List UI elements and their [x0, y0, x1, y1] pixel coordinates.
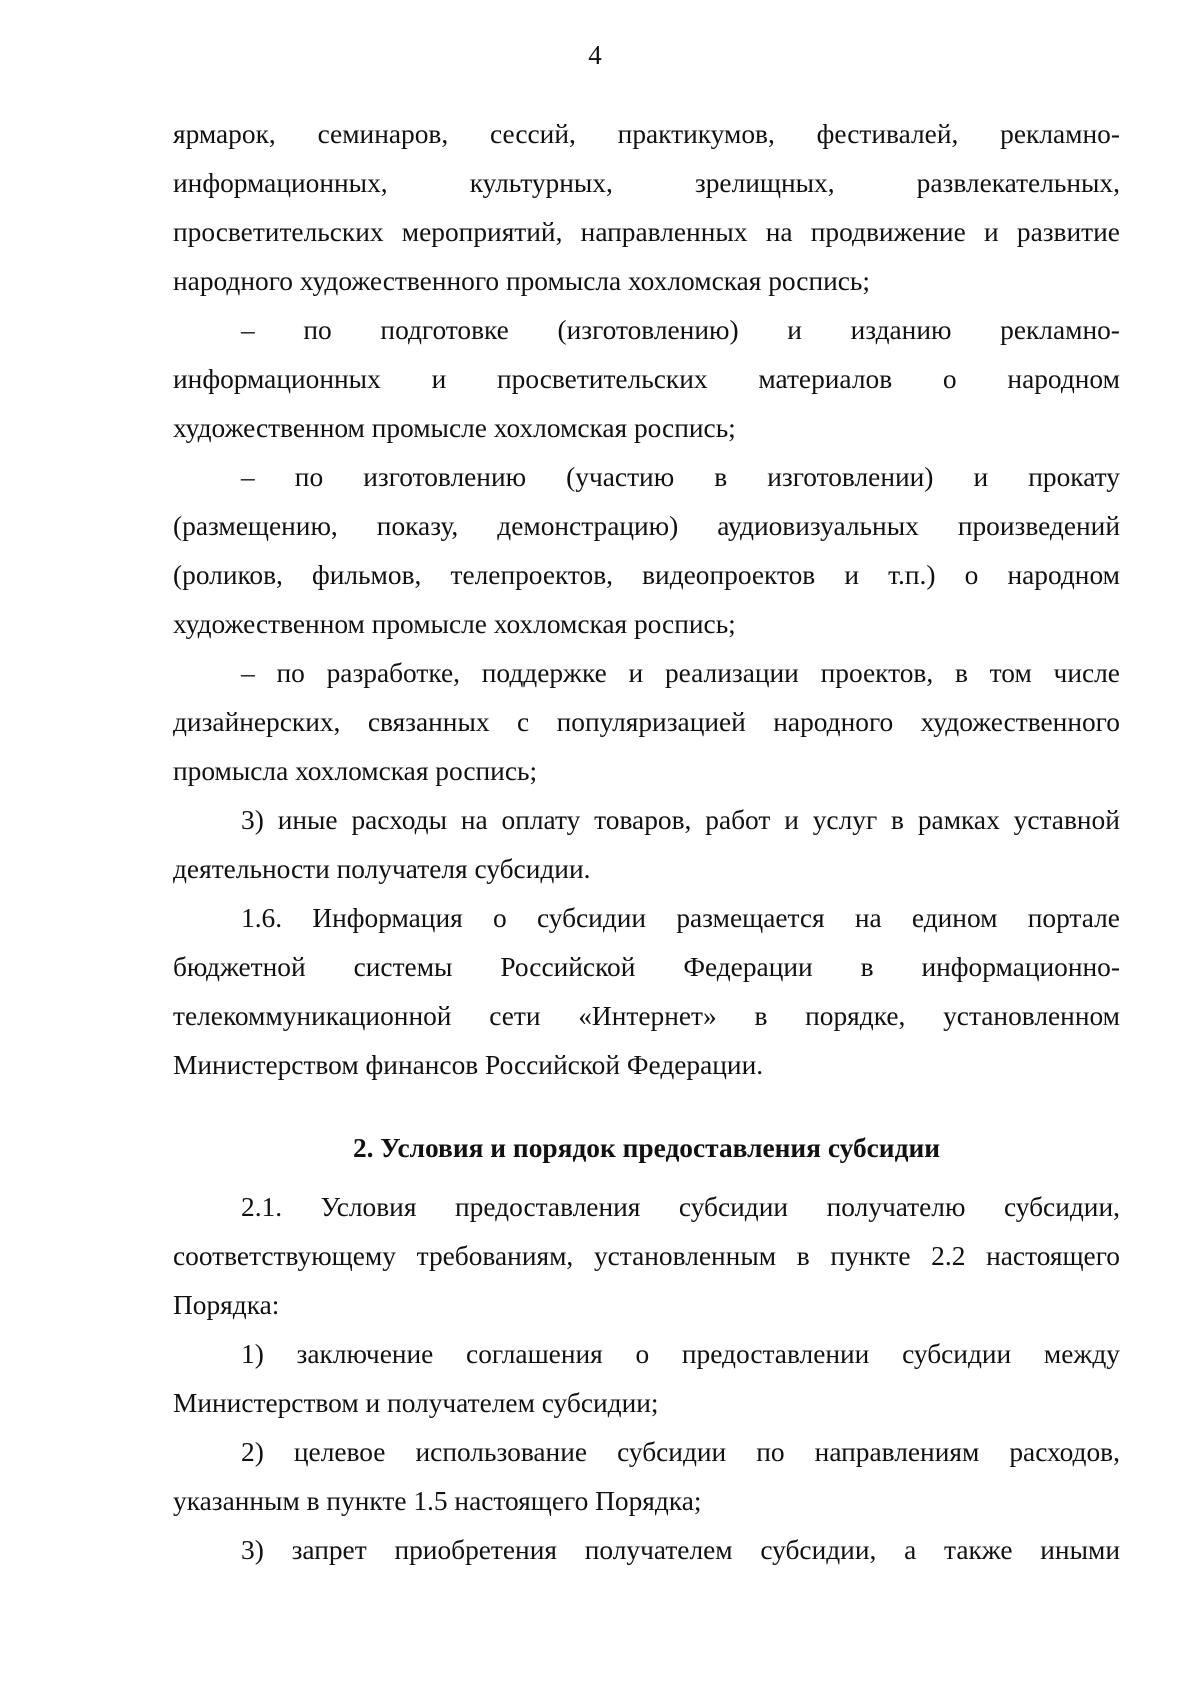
word: и [431, 364, 447, 394]
text-line [173, 649, 1120, 698]
word: между [1043, 1339, 1120, 1369]
word: числе [1053, 658, 1120, 688]
text-line [173, 1428, 1120, 1477]
word: культурных, [469, 168, 613, 198]
word: установленном [943, 1001, 1120, 1031]
text-line [173, 110, 1120, 159]
word: порядке, [805, 1001, 906, 1031]
word: на [765, 217, 793, 247]
word: 2.2 [931, 1241, 966, 1271]
word: по [294, 462, 324, 492]
word: реализации [664, 658, 799, 688]
word: том [989, 658, 1032, 688]
text-line [173, 992, 1120, 1041]
word: 3) [241, 805, 264, 835]
word: аудиовизуальных [717, 511, 919, 541]
word: в [954, 658, 968, 688]
word: (размещению, [173, 511, 338, 541]
word: целевое [293, 1437, 386, 1467]
text-line [173, 159, 1120, 208]
word: субсидии [902, 1339, 1012, 1369]
word: мероприятий, [401, 217, 563, 247]
word: «Интернет» [578, 1001, 717, 1031]
word: о [635, 1339, 650, 1369]
word: на [460, 805, 488, 835]
word: работ [705, 805, 771, 835]
word: народном [1007, 364, 1120, 394]
word: семинаров, [317, 119, 449, 149]
word: – [241, 315, 255, 345]
word: продвижение [810, 217, 966, 247]
word: системы [353, 952, 453, 982]
word: в [754, 1001, 768, 1031]
word: телепроектов, [450, 560, 614, 590]
word: информационных, [173, 168, 388, 198]
text-line [173, 698, 1120, 747]
word: т.п.) [888, 560, 936, 590]
word: (изготовлению) [557, 315, 739, 345]
word: субсидии, [760, 1535, 877, 1565]
word: Федерации [683, 952, 813, 982]
text-line: народного художественного промысла хохломская роспись; [173, 266, 871, 296]
word: по [276, 658, 305, 688]
word: предоставлении [681, 1339, 870, 1369]
word: соглашения [466, 1339, 603, 1369]
word: субсидии [617, 1437, 727, 1467]
word: подготовке [380, 315, 509, 345]
word: проектов, [820, 658, 934, 688]
word: информационно- [921, 952, 1120, 982]
word: Российской [500, 952, 636, 982]
word: установленным [593, 1241, 777, 1271]
word: услуг [812, 805, 878, 835]
word: настоящего [986, 1241, 1120, 1271]
text-line: промысла хохломская роспись; [173, 756, 538, 786]
text-line [173, 1183, 1120, 1232]
word: 3) [241, 1535, 264, 1565]
word: (участию [566, 462, 675, 492]
word: развлекательных, [916, 168, 1120, 198]
word: информационных [173, 364, 381, 394]
word: изданию [850, 315, 952, 345]
word: изготовлению [363, 462, 527, 492]
word: просветительских [497, 364, 708, 394]
word: в [796, 1241, 810, 1271]
word: просветительских [173, 217, 384, 247]
text-line [173, 894, 1120, 943]
text-line [173, 1232, 1120, 1281]
word: дизайнерских, [173, 707, 341, 737]
text-line: указанным в пункте 1.5 настоящего Порядка; [173, 1486, 702, 1516]
word: портале [1027, 903, 1120, 933]
word: по [303, 315, 332, 345]
word: заключение [296, 1339, 434, 1369]
word: о [942, 364, 957, 394]
word: рекламно- [1000, 119, 1120, 149]
word: развитие [1016, 217, 1120, 247]
word: требованиям, [416, 1241, 574, 1271]
word: произведений [957, 511, 1120, 541]
text-line [173, 796, 1120, 845]
word: 2.1. [241, 1192, 283, 1222]
text-line: художественном промысле хохломская роспись; [173, 609, 736, 639]
word: товаров, [594, 805, 692, 835]
word: видеопроектов [642, 560, 816, 590]
word: – [241, 658, 255, 688]
word: расходов, [1009, 1437, 1120, 1467]
word: в [860, 952, 874, 982]
word: оплату [501, 805, 581, 835]
word: получателю [826, 1192, 966, 1222]
word: рекламно- [1000, 315, 1120, 345]
word: по [756, 1437, 785, 1467]
word: субсидии [678, 1192, 789, 1222]
word: с [517, 707, 530, 737]
word: получателем [584, 1535, 733, 1565]
text-line: Порядка: [173, 1290, 280, 1320]
word: телекоммуникационной [173, 1001, 452, 1031]
text-line [173, 306, 1120, 355]
word: о [492, 903, 507, 933]
word: бюджетной [173, 952, 306, 982]
text-line [173, 355, 1120, 404]
word: изготовлении) [767, 462, 934, 492]
text-line [173, 943, 1120, 992]
word: соответствующему [173, 1241, 396, 1271]
word: Условия [320, 1192, 417, 1222]
text-line [173, 453, 1120, 502]
section-heading: 2. Условия и порядок предоставления субсидии [352, 1133, 941, 1163]
word: в [891, 805, 904, 835]
word: Информация [312, 903, 463, 933]
text-line [173, 208, 1120, 257]
word: 1.6. [241, 903, 283, 933]
word: сессий, [490, 119, 576, 149]
word: запрет [291, 1535, 367, 1565]
word: 1) [241, 1339, 264, 1369]
word: также [944, 1535, 1013, 1565]
text-line: деятельности получателя субсидии. [173, 854, 591, 884]
word: субсидии, [1003, 1192, 1120, 1222]
word: народного [773, 707, 894, 737]
word: зрелищных, [694, 168, 835, 198]
text-line: Министерством финансов Российской Федерации. [173, 1050, 764, 1080]
word: размещается [676, 903, 825, 933]
word: демонстрацию) [497, 511, 679, 541]
text-line [173, 551, 1120, 600]
word: пункте [830, 1241, 911, 1271]
text-line [173, 1526, 1120, 1575]
word: на [854, 903, 882, 933]
paragraph-block-expenses [173, 110, 1120, 1090]
paragraph-block-conditions [173, 1183, 1120, 1575]
word: приобретения [394, 1535, 557, 1565]
word: иные [277, 805, 338, 835]
word: и [784, 805, 799, 835]
word: 2) [241, 1437, 264, 1467]
word: в [714, 462, 728, 492]
word: иными [1040, 1535, 1120, 1565]
word: прокату [1028, 462, 1120, 492]
text-line [173, 1330, 1120, 1379]
word: – [241, 462, 255, 492]
word: субсидии [536, 903, 647, 933]
word: предоставления [454, 1192, 641, 1222]
text-line [173, 502, 1120, 551]
page-number: 4 [588, 40, 602, 70]
word: фильмов, [311, 560, 422, 590]
word: ярмарок, [173, 119, 276, 149]
word: использование [415, 1437, 588, 1467]
document-body [173, 110, 1120, 1575]
word: фестивалей, [816, 119, 959, 149]
word: едином [911, 903, 998, 933]
word: сети [489, 1001, 541, 1031]
word: и [983, 217, 999, 247]
word: о [964, 560, 979, 590]
word: рамках [917, 805, 1000, 835]
word: поддержке [481, 658, 607, 688]
word: практикумов, [617, 119, 775, 149]
word: популяризацией [556, 707, 746, 737]
word: художественного [920, 707, 1120, 737]
word: расходы [351, 805, 447, 835]
word: показу, [376, 511, 459, 541]
word: разработке, [326, 658, 460, 688]
word: и [973, 462, 989, 492]
word: материалов [758, 364, 893, 394]
word: (роликов, [173, 560, 283, 590]
word: и [844, 560, 860, 590]
word: направлениям [814, 1437, 980, 1467]
word: и [787, 315, 802, 345]
text-line: Министерством и получателем субсидии; [173, 1388, 659, 1418]
word: связанных [367, 707, 490, 737]
word: а [904, 1535, 917, 1565]
word: и [628, 658, 644, 688]
text-line: художественном промысле хохломская роспись; [173, 413, 736, 443]
word: направленных [580, 217, 748, 247]
word: уставной [1013, 805, 1120, 835]
word: народном [1007, 560, 1120, 590]
